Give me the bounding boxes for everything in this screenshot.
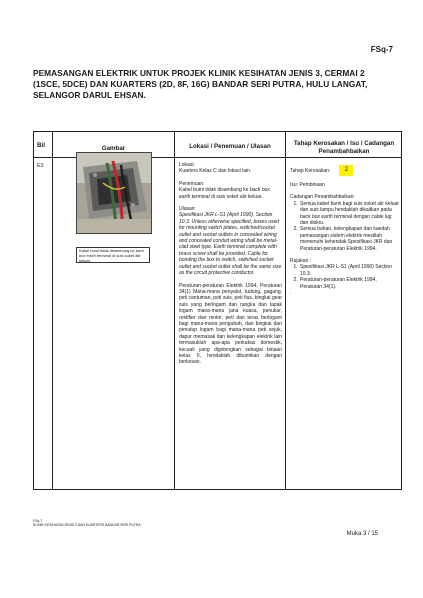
list-item: 2. Semua bahan, kelengkapan dan kaedah pemasangan sistem elektrik mestilah memenuhi kehendak Spesifikasi JKR dan Peraturan-peraturan Elektrik 1994. — [299, 226, 400, 252]
penemuan-text-part: di suis soket alir keluar. — [209, 193, 263, 200]
rujukan-label: Rujukan : — [290, 258, 312, 265]
rujukan-dot: . — [290, 290, 292, 297]
penemuan-text-italic: back box earth terminal — [179, 187, 270, 200]
penemuan-text-part: Kabel bumi tidak disambung ke — [179, 187, 250, 194]
list-item: 2. Peraturan-peraturan Elektrik 1994, Peraturan 34(1). — [299, 277, 400, 290]
row-number: E3. — [37, 163, 45, 169]
cadangan-list — [290, 201, 400, 252]
tahap-label: Tahap Kerosakan: — [290, 167, 331, 174]
tahap-value-badge: 2 — [339, 165, 353, 176]
footer-left — [33, 519, 141, 528]
tahap-row — [290, 165, 400, 176]
header-bil: Bil — [37, 142, 45, 149]
caption-tail: di suis soket alir keluar. — [79, 252, 141, 263]
photo-caption — [76, 247, 150, 263]
ulasan-text: Spesifikasi JKR L-S1 (April 1990), Section 10.3. Unless otherwise specified, boxes used for mounting switch plates, switched/socket outlet and socket outlets in concealed wiring and concealed conduit wiring shall be metal-clad steel type. Earth terminal complete with brass screw shall be provided. Cable for bonding the box to switch, switched socket outlet and socket outlet shall be the same size as the circuit protective conductor. — [179, 212, 282, 277]
header-lokasi: Lokasi / Penemuan / Ulasan — [189, 143, 271, 150]
table-divider — [52, 132, 53, 489]
header-gambar: Gambar — [101, 145, 126, 152]
cadangan-italic: back box earth terminal — [300, 213, 352, 220]
table-divider — [174, 132, 175, 489]
page-code: FSq-7 — [370, 45, 393, 54]
findings-table — [33, 131, 402, 490]
lokasi-column — [179, 162, 282, 366]
ulasan-label: Ulasan: — [179, 206, 196, 213]
document-title: PEMASANGAN ELEKTRIK UNTUK PROJEK KLINIK KESIHATAN JENIS 3, CERMAI 2 (1SCE, 5DCE) DAN KUARTERS (2D, 8F, 16G) BANDAR SERI PUTRA, HULU LANGAT, SELANGOR DARUL EHSAN. — [33, 68, 368, 100]
lokasi-value: Kuarters Kelas C dan lokasi lain. — [179, 168, 252, 175]
tahap-column — [290, 165, 400, 297]
list-item — [299, 201, 400, 227]
lokasi-label: Lokasi: — [179, 162, 195, 168]
cadangan-text: Semua kabel bumi bagi suis soket alir keluar dan suis lampu hendaklah dikaitkan pada — [300, 200, 399, 214]
isu-label: Isu: Pembinaan — [290, 182, 325, 188]
penemuan-text — [179, 187, 282, 200]
header-tahap: Tahap Kerosakan / Isu / Cadangan Penambahbaikan — [293, 140, 395, 155]
rujukan-list — [290, 264, 400, 290]
peraturan-text: Peraturan-peraturan Elektrik 1994, Peraturan 34(1) Mana-mana penyalut, tudung, gagang, peti cantuman, peti suis, peti fius, bingkai gear suis yang berlogam dan rangka dan tapak logam mana-mana jana kuasa, penukar, rektifier dan motor, peti dan teras berlogam bagi mana-mana pengubah, dan bingkai dan penutup logam bagi mana-mana peti sejuk, dapur memasak dan kelengkapan elektrik lain termasuklah apa-apa perkakas domestik, kecuali yang digolongkan sebagai binaan kelas II, hendaklah dibumikan dengan berkesan. — [179, 282, 282, 366]
table-divider — [285, 132, 286, 489]
cadangan-italic: cable lug — [371, 213, 392, 220]
footer-subtitle: KLINIK KESIHATAN JENIS 3 DAN KUARTERS BANDAR SERI PUTRA — [33, 523, 141, 528]
socket-box-photo-illustration — [77, 153, 151, 233]
cadangan-label: Cadangan Penambahbaikan: — [290, 194, 355, 201]
caption-text: Kabel bumi tidak disambung ke — [79, 248, 136, 253]
page-number: Muka 3 / 15 — [346, 531, 378, 537]
footer-code: FSq-7 — [33, 519, 43, 523]
list-item: 1. Spesifikasi JKR L-S1 (April 1990) Section 10.3. — [299, 264, 400, 277]
finding-photo — [76, 152, 152, 234]
penemuan-label: Penemuan: — [179, 180, 205, 187]
cadangan-text: dengan — [351, 213, 372, 220]
caption-italic: back box earth terminal — [79, 248, 145, 258]
cadangan-text: dan diskru. — [300, 220, 325, 227]
